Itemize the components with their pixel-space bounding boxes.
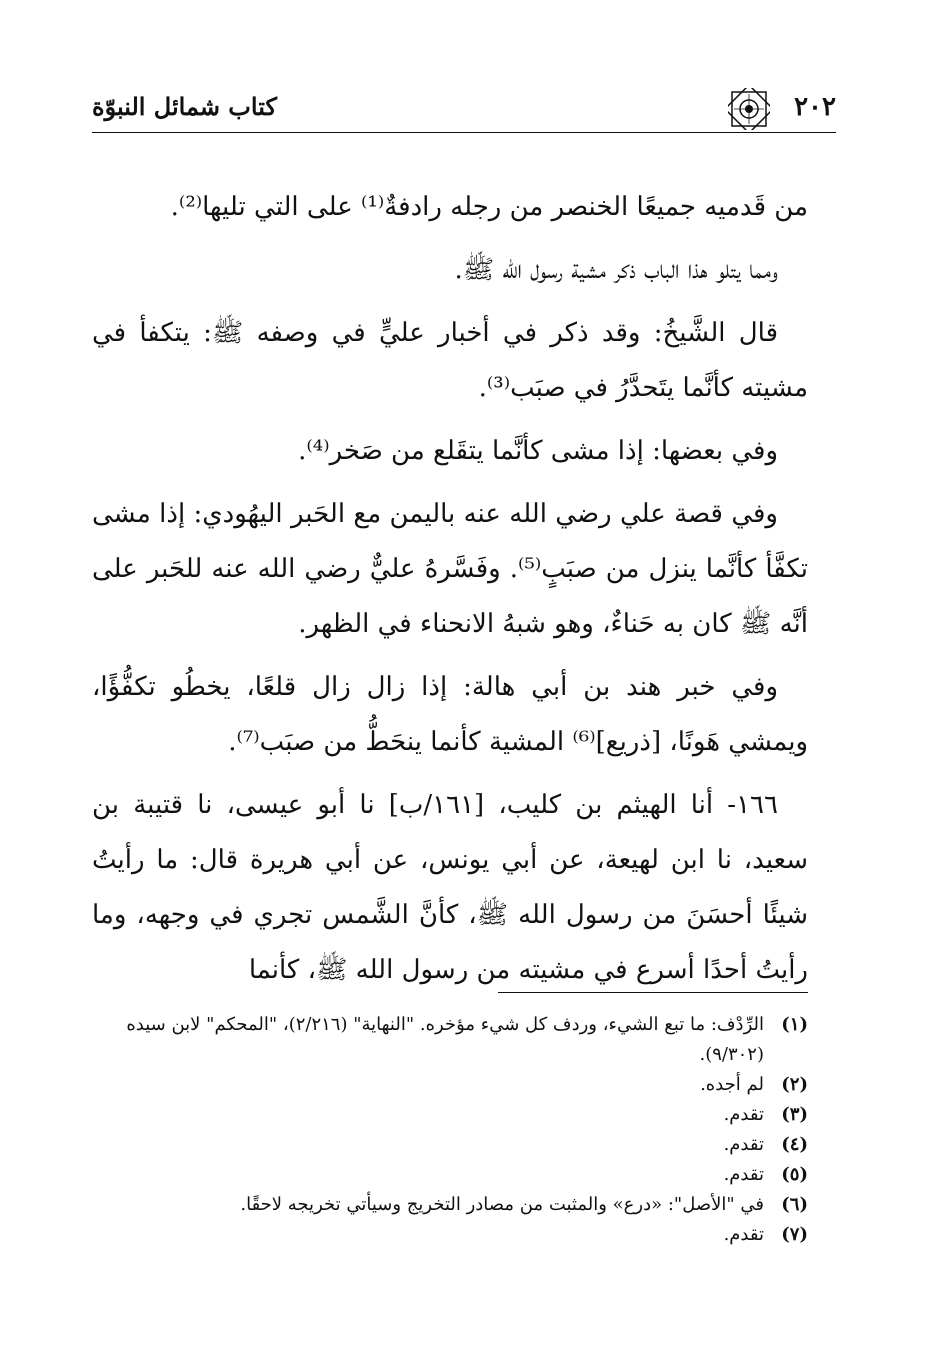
paragraph: وفي بعضها: إذا مشى كأنَّما يتقَلع من صَخر⁽⁴⁾. xyxy=(298,436,778,466)
footnote-number: (٧) xyxy=(781,1224,808,1245)
paragraph: قال الشَّيخُ: وقد ذكر في أخبار عليٍّ في وصفه ﷺ: يتكفأ في مشيته كأنَّما يتَحدَّرُ في صبَب⁽³⁾. xyxy=(92,318,808,403)
paragraph: وفي قصة علي رضي الله عنه باليمن مع الحَبر اليهُودي: إذا مشى تكفَّأ كأنَّما ينزل من صبَبٍ⁽⁵⁾. وفَسَّرهُ عليٌّ رضي الله عنه للحَبر على أنَّه ﷺ كان به حَناءٌ، وهو شبهُ الانحناء في الظهر. xyxy=(92,499,808,639)
footnote xyxy=(92,1010,808,1070)
footnote-number: (١) xyxy=(781,1014,808,1035)
footnote-text: تقدم. xyxy=(723,1164,764,1185)
page-number: ٢٠٢ xyxy=(794,92,836,122)
footnote xyxy=(92,1220,808,1250)
footnote-number: (٢) xyxy=(781,1074,808,1095)
footnote-text: لم أجده. xyxy=(700,1074,764,1095)
footnotes xyxy=(92,1010,808,1250)
footnote-number: (٥) xyxy=(781,1164,808,1185)
paragraph: وفي خبر هند بن أبي هالة: إذا زال زال قلعًا، يخطُو تكفُّؤًا، ويمشي هَونًا، [ذريع]⁽⁶⁾ المشية كأنما ينحَطُّ من صبَب⁽⁷⁾. xyxy=(92,672,808,757)
footnote xyxy=(92,1130,808,1160)
footnote xyxy=(92,1190,808,1220)
footnote-divider xyxy=(498,992,808,993)
paragraph: من قَدميه جميعًا الخنصر من رجله رادفةٌ⁽¹⁾ على التي تليها⁽²⁾. xyxy=(170,192,808,222)
footnote-text: في "الأصل": «درع» والمثبت من مصادر التخريج وسيأتي تخريجه لاحقًا. xyxy=(240,1194,764,1215)
footnote-text: تقدم. xyxy=(723,1134,764,1155)
header-rule xyxy=(92,132,836,133)
paragraph: ومما يتلو هذا الباب ذكر مشية رسول الله ﷺ. xyxy=(454,255,778,285)
ornament-icon xyxy=(728,88,770,130)
hadith-paragraph: ١٦٦- أنا الهيثم بن كليب، [١٦١/ب] نا أبو عيسى، نا قتيبة بن سعيد، نا ابن لهيعة، عن أبي يونس، عن أبي هريرة قال: ما رأيتُ شيئًا أحسَنَ من رسول الله ﷺ، كأنَّ الشَّمس تجري في وجهه، وما رأيتُ أحدًا أسرع في مشيته من رسول الله ﷺ، كأنما xyxy=(92,790,808,985)
main-text xyxy=(92,180,808,1006)
footnote-text: الرِّدْف: ما تبع الشيء، وردف كل شيء مؤخره. "النهاية" (٢/٢١٦)، "المحكم" لابن سيده (٩/٣٠٢). xyxy=(126,1014,764,1065)
footnote-text: تقدم. xyxy=(723,1104,764,1125)
footnote-number: (٦) xyxy=(781,1194,808,1215)
book-title: كتاب شمائل النبوّة xyxy=(92,92,277,121)
footnote xyxy=(92,1100,808,1130)
footnote-number: (٤) xyxy=(781,1134,808,1155)
footnote xyxy=(92,1070,808,1100)
footnote-number: (٣) xyxy=(781,1104,808,1125)
footnote xyxy=(92,1160,808,1190)
page-header xyxy=(92,88,836,138)
footnote-text: تقدم. xyxy=(723,1224,764,1245)
